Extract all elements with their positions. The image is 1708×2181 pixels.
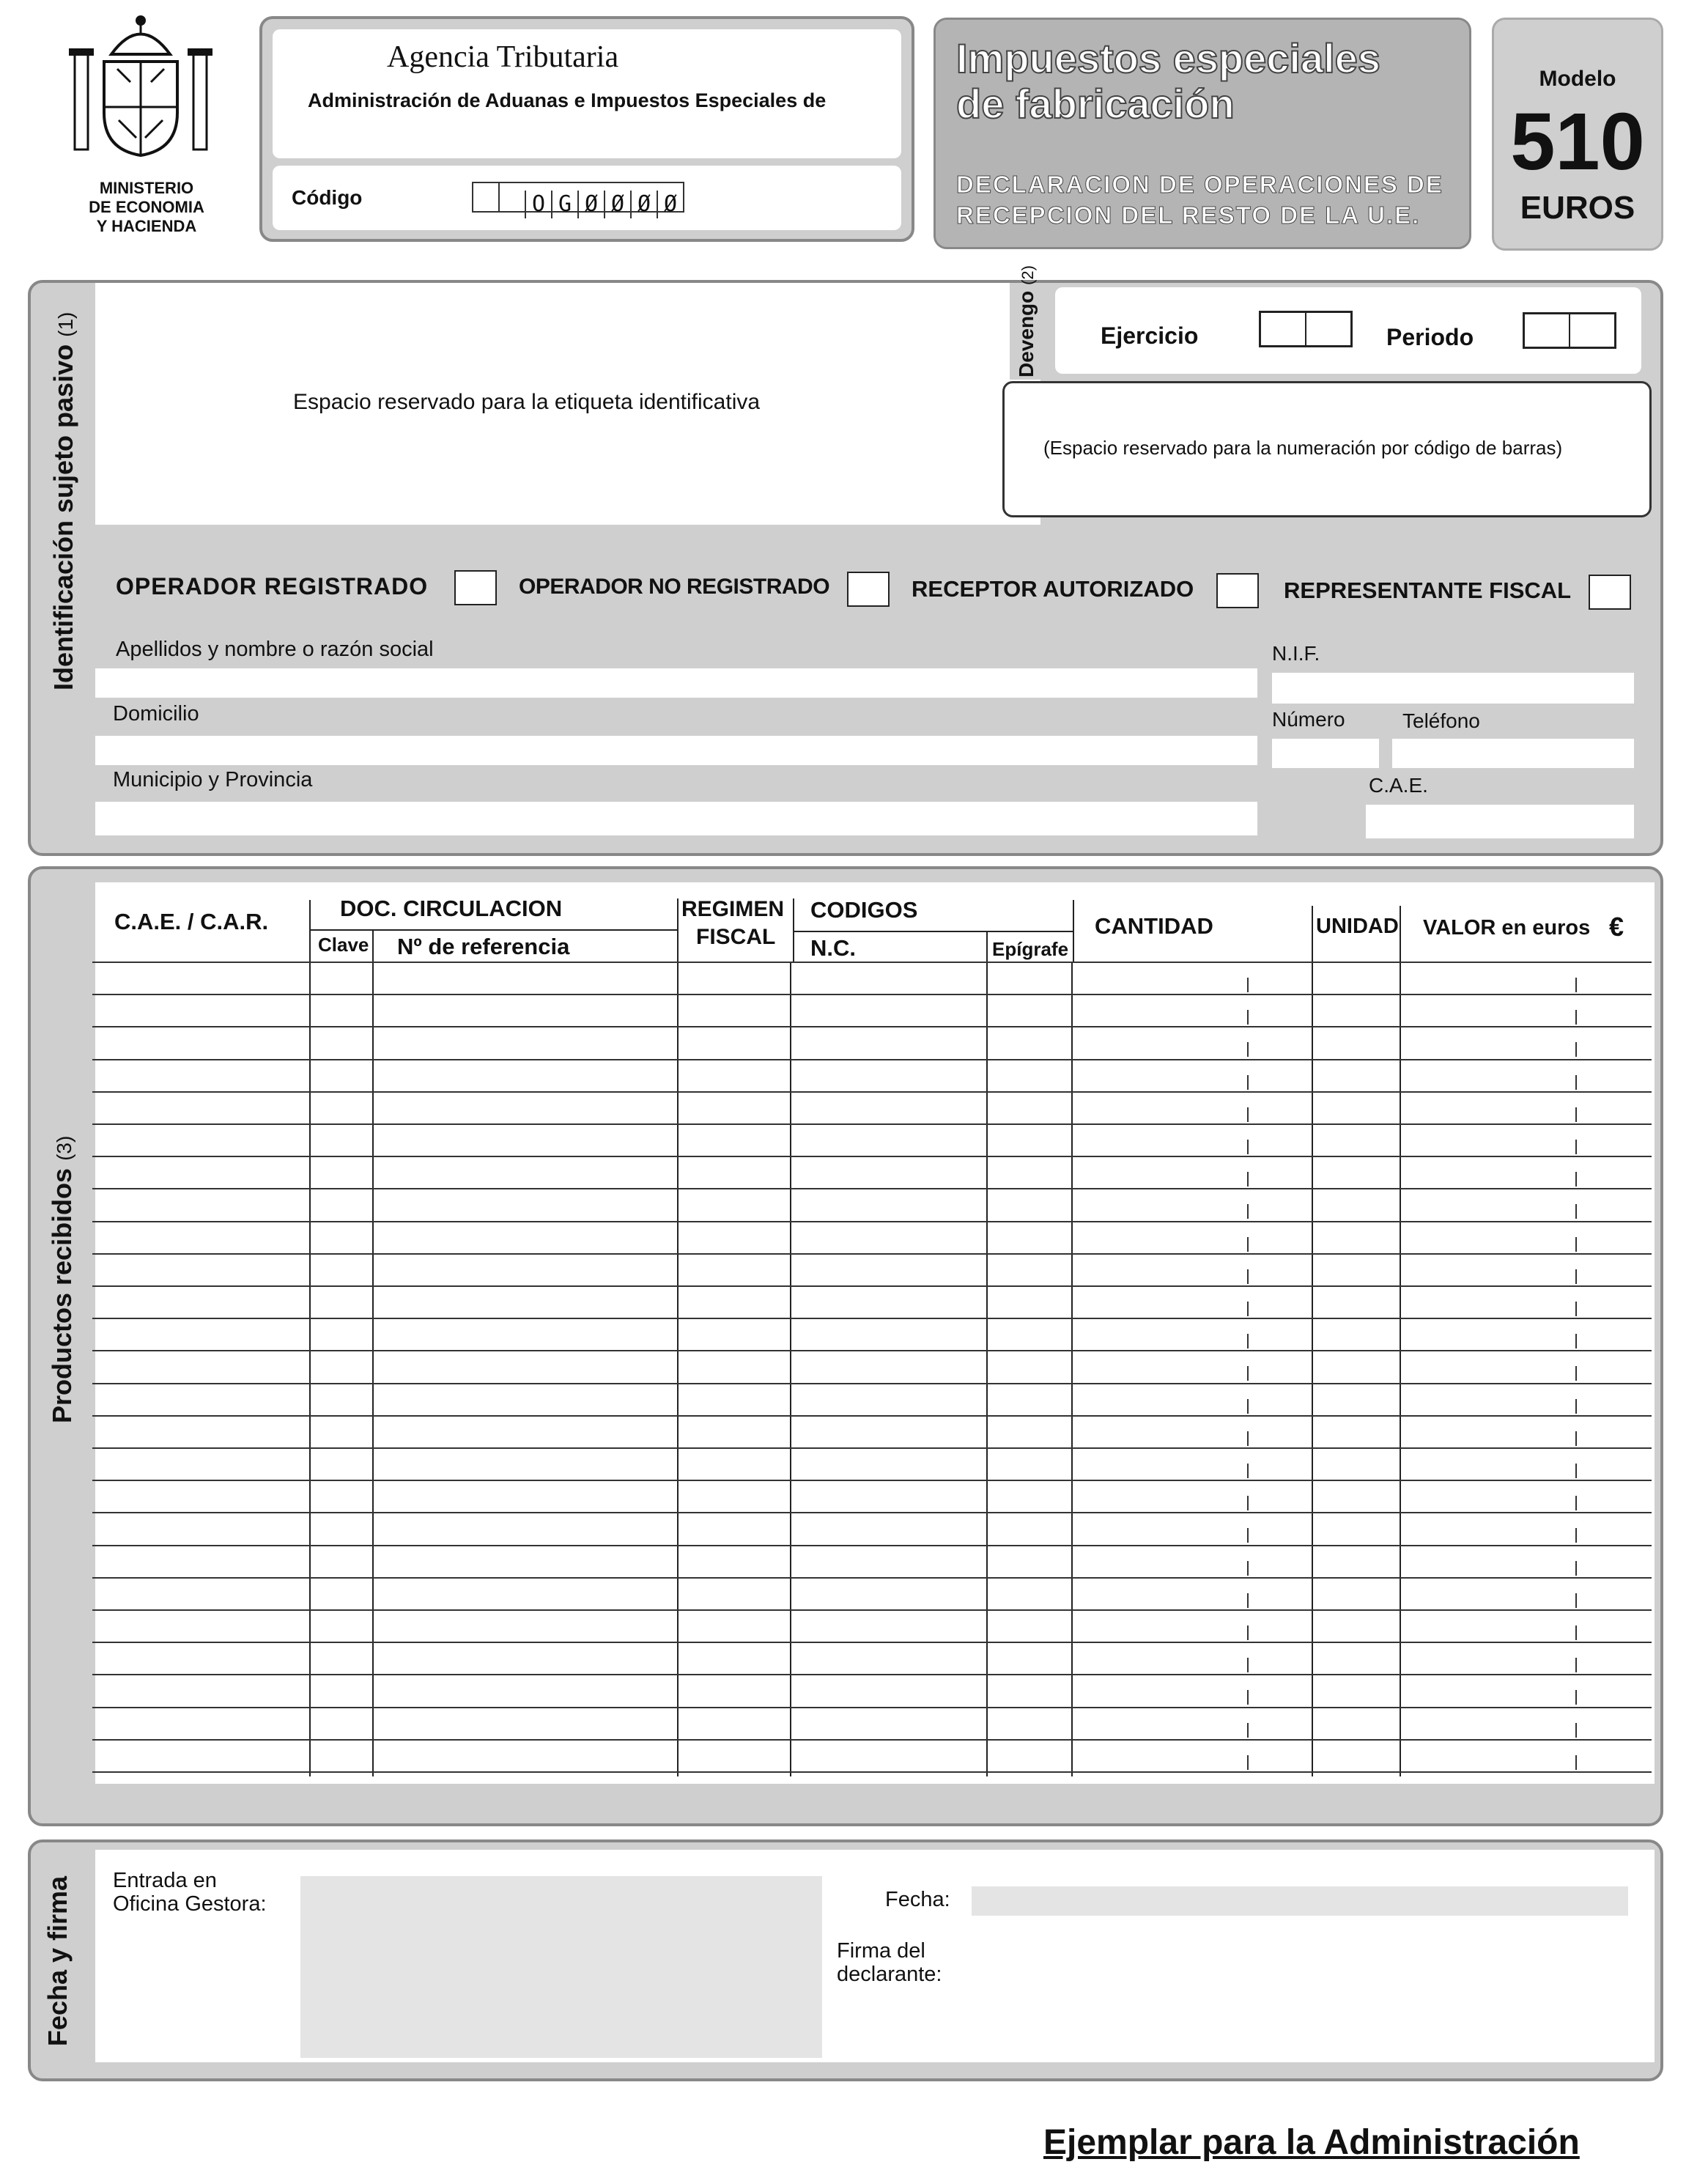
table-row[interactable]: [92, 994, 1652, 995]
quantity-decimal-tick: [1247, 1140, 1249, 1154]
signature-side-label: Fecha y firma: [42, 1875, 73, 2047]
form-title-box: [934, 18, 1471, 249]
quantity-decimal-tick: [1247, 1107, 1249, 1122]
table-row[interactable]: [92, 1285, 1652, 1287]
quantity-decimal-tick: [1247, 1204, 1249, 1219]
form-subtitle-1: DECLARACION DE OPERACIONES DE: [956, 171, 1443, 198]
quantity-decimal-tick: [1247, 1690, 1249, 1705]
table-row[interactable]: [92, 1577, 1652, 1579]
devengo-label: Devengo (2): [1015, 265, 1038, 377]
quantity-decimal-tick: [1247, 1269, 1249, 1284]
model-number: 510: [1510, 97, 1645, 187]
value-decimal-tick: [1575, 1334, 1577, 1348]
authorized-receiver-checkbox[interactable]: [1216, 573, 1259, 608]
signature-field[interactable]: [972, 1935, 1628, 2059]
products-section: [28, 866, 1663, 1826]
quantity-decimal-tick: [1247, 1042, 1249, 1057]
value-decimal-tick: [1575, 1075, 1577, 1090]
table-row[interactable]: [92, 1512, 1652, 1513]
value-decimal-tick: [1575, 1561, 1577, 1576]
phone-field[interactable]: [1392, 739, 1634, 768]
quantity-decimal-tick: [1247, 1334, 1249, 1348]
col-cantidad-header: CANTIDAD: [1095, 913, 1213, 939]
quantity-decimal-tick: [1247, 1075, 1249, 1090]
products-side-label: Productos recibidos (3): [47, 1135, 77, 1423]
operator-unregistered-label: OPERADOR NO REGISTRADO: [519, 575, 830, 599]
periodo-field[interactable]: [1523, 312, 1616, 349]
copy-label: Ejemplar para la Administración: [1043, 2123, 1580, 2162]
quantity-decimal-tick: [1247, 1464, 1249, 1478]
value-decimal-tick: [1575, 1107, 1577, 1122]
table-row[interactable]: [92, 1739, 1652, 1741]
authorized-receiver-label: RECEPTOR AUTORIZADO: [912, 576, 1194, 602]
table-row[interactable]: [92, 1156, 1652, 1157]
col-doc-circulacion-header: DOC. CIRCULACION: [340, 896, 563, 921]
table-row[interactable]: [92, 1545, 1652, 1546]
col-unidad-header: UNIDAD: [1316, 915, 1399, 938]
coat-of-arms: [60, 10, 221, 164]
col-nc-header: N.C.: [810, 935, 856, 961]
quantity-decimal-tick: [1247, 978, 1249, 992]
quantity-decimal-tick: [1247, 1366, 1249, 1381]
value-decimal-tick: [1575, 1431, 1577, 1446]
quantity-decimal-tick: [1247, 1302, 1249, 1316]
col-cae-car-header: C.A.E. / C.A.R.: [114, 909, 269, 934]
number-field[interactable]: [1272, 739, 1379, 768]
form-title-2: de fabricación: [956, 81, 1235, 127]
quantity-decimal-tick: [1247, 1723, 1249, 1738]
table-row[interactable]: [92, 1480, 1652, 1481]
phone-label: Teléfono: [1402, 709, 1480, 732]
col-valor-header: VALOR en euros: [1423, 916, 1591, 940]
value-decimal-tick: [1575, 1528, 1577, 1543]
model-label: Modelo: [1539, 67, 1616, 91]
quantity-decimal-tick: [1247, 1658, 1249, 1672]
euro-icon: €: [1609, 912, 1624, 942]
table-row[interactable]: [92, 962, 1652, 963]
cae-label: C.A.E.: [1369, 774, 1428, 797]
fiscal-representative-label: REPRESENTANTE FISCAL: [1284, 577, 1572, 603]
address-field[interactable]: [95, 736, 1257, 765]
table-row[interactable]: [92, 1026, 1652, 1027]
agency-subtitle: Administración de Aduanas e Impuestos Especiales de: [308, 89, 827, 111]
value-decimal-tick: [1575, 1204, 1577, 1219]
entry-label-2: Oficina Gestora:: [113, 1892, 267, 1916]
label-space-text: Espacio reservado para la etiqueta identificativa: [293, 390, 761, 414]
periodo-label: Periodo: [1386, 324, 1474, 350]
value-decimal-tick: [1575, 1464, 1577, 1478]
name-label: Apellidos y nombre o razón social: [116, 638, 434, 661]
entry-office-field[interactable]: [300, 1876, 822, 2058]
date-label: Fecha:: [885, 1888, 950, 1911]
quantity-decimal-tick: [1247, 1431, 1249, 1446]
cae-field[interactable]: [1366, 805, 1634, 838]
table-row[interactable]: [92, 1383, 1652, 1384]
value-decimal-tick: [1575, 1625, 1577, 1640]
value-decimal-tick: [1575, 1399, 1577, 1414]
date-field[interactable]: [972, 1886, 1628, 1916]
value-decimal-tick: [1575, 1593, 1577, 1608]
value-decimal-tick: [1575, 1496, 1577, 1510]
sign-label-2: declarante:: [837, 1963, 942, 1986]
value-decimal-tick: [1575, 1690, 1577, 1705]
table-row[interactable]: [92, 1771, 1652, 1773]
table-row[interactable]: [92, 1091, 1652, 1093]
quantity-decimal-tick: [1247, 1561, 1249, 1576]
table-row[interactable]: [92, 1059, 1652, 1060]
col-epigrafe-header: Epígrafe: [992, 938, 1069, 960]
sign-label-1: Firma del: [837, 1939, 925, 1963]
value-decimal-tick: [1575, 1172, 1577, 1187]
agency-box: [259, 16, 914, 242]
col-referencia-header: Nº de referencia: [397, 934, 570, 959]
form-title-1: Impuestos especiales: [956, 35, 1380, 81]
code-label: Código: [292, 186, 363, 209]
quantity-decimal-tick: [1247, 1625, 1249, 1640]
table-row[interactable]: [92, 1123, 1652, 1125]
nif-field[interactable]: [1272, 673, 1634, 704]
barcode-space-text: (Espacio reservado para la numeración por código de barras): [1043, 437, 1563, 459]
name-field[interactable]: [95, 668, 1257, 698]
col-clave-header: Clave: [318, 934, 369, 956]
ejercicio-field[interactable]: [1259, 311, 1353, 347]
form-subtitle-2: RECEPCION DEL RESTO DE LA U.E.: [956, 202, 1421, 229]
value-decimal-tick: [1575, 1302, 1577, 1316]
code-field[interactable]: O G Ø Ø Ø Ø: [472, 182, 684, 213]
quantity-decimal-tick: [1247, 1528, 1249, 1543]
model-box: [1492, 18, 1663, 251]
table-row[interactable]: [92, 1707, 1652, 1708]
agency-title: Agencia Tributaria: [387, 40, 619, 74]
value-decimal-tick: [1575, 1723, 1577, 1738]
address-label: Domicilio: [113, 702, 199, 726]
quantity-decimal-tick: [1247, 1496, 1249, 1510]
value-decimal-tick: [1575, 1755, 1577, 1770]
value-decimal-tick: [1575, 978, 1577, 992]
nif-label: N.I.F.: [1272, 642, 1320, 665]
quantity-decimal-tick: [1247, 1010, 1249, 1025]
ejercicio-label: Ejercicio: [1101, 322, 1199, 349]
value-decimal-tick: [1575, 1042, 1577, 1057]
value-decimal-tick: [1575, 1269, 1577, 1284]
value-decimal-tick: [1575, 1658, 1577, 1672]
table-row[interactable]: [92, 1642, 1652, 1643]
operator-registered-label: OPERADOR REGISTRADO: [116, 573, 429, 599]
currency-label: EUROS: [1520, 190, 1635, 226]
quantity-decimal-tick: [1247, 1399, 1249, 1414]
table-row[interactable]: [92, 1350, 1652, 1351]
identification-side-label: Identificación sujeto pasivo (1): [48, 311, 78, 690]
table-row[interactable]: [92, 1674, 1652, 1675]
table-row[interactable]: [92, 1609, 1652, 1611]
operator-unregistered-checkbox[interactable]: [847, 572, 890, 607]
city-label: Municipio y Provincia: [113, 768, 313, 791]
col-regimen-header: REGIMEN: [681, 897, 785, 921]
table-row[interactable]: [92, 1253, 1652, 1255]
value-decimal-tick: [1575, 1140, 1577, 1154]
quantity-decimal-tick: [1247, 1593, 1249, 1608]
coat-of-arms-icon: [60, 10, 221, 164]
table-row[interactable]: [92, 1188, 1652, 1189]
table-row[interactable]: [92, 1318, 1652, 1319]
table-row[interactable]: [92, 1221, 1652, 1222]
col-codigos-header: CODIGOS: [810, 897, 918, 923]
table-row[interactable]: [92, 1447, 1652, 1449]
fiscal-representative-checkbox[interactable]: [1589, 575, 1631, 610]
number-label: Número: [1272, 708, 1345, 731]
ministry-name: MINISTERIO DE ECONOMIA Y HACIENDA: [89, 179, 204, 235]
quantity-decimal-tick: [1247, 1237, 1249, 1252]
quantity-decimal-tick: [1247, 1172, 1249, 1187]
value-decimal-tick: [1575, 1010, 1577, 1025]
value-decimal-tick: [1575, 1366, 1577, 1381]
col-fiscal-header: FISCAL: [696, 925, 776, 949]
value-decimal-tick: [1575, 1237, 1577, 1252]
quantity-decimal-tick: [1247, 1755, 1249, 1770]
operator-registered-checkbox[interactable]: [454, 570, 497, 605]
entry-label-1: Entrada en: [113, 1869, 217, 1892]
table-row[interactable]: [92, 1415, 1652, 1417]
city-field[interactable]: [95, 802, 1257, 835]
